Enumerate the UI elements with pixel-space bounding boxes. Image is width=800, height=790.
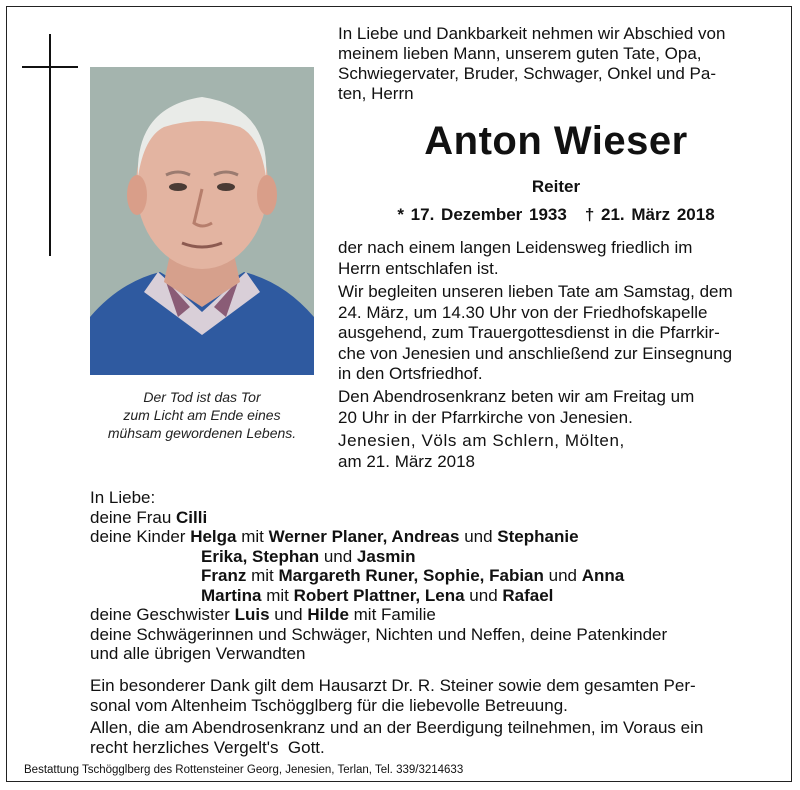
death-date: † 21. März 2018 — [584, 205, 715, 224]
text-line: der nach einem langen Leidensweg friedlich im — [338, 238, 693, 257]
family-names: Margareth Runer, Sophie, Fabian — [278, 566, 544, 585]
memorial-quote — [90, 388, 314, 442]
undertaker-line: Bestattung Tschögglberg des Rottensteiner Georg, Jenesien, Terlan, Tel. 339/3214633 — [24, 764, 464, 776]
connector: und — [543, 566, 582, 585]
children-row — [90, 566, 667, 586]
text-line: in den Ortsfriedhof. — [338, 364, 483, 383]
rosary-paragraph — [338, 387, 774, 428]
gratitude-paragraph — [90, 718, 772, 758]
connector: mit — [236, 527, 269, 546]
child-name: Helga — [190, 527, 237, 546]
mourners-label: In Liebe: — [90, 488, 156, 507]
connector: mit — [261, 585, 294, 605]
quote-line: mühsam gewordenen Lebens. — [107, 425, 297, 441]
children-row — [90, 547, 667, 567]
inlaws-row: deine Schwägerinnen und Schwäger, Nichten und Neffen, deine Patenkinder — [90, 624, 668, 644]
family-names: Robert Plattner, Lena — [293, 585, 465, 605]
wife-name: Cilli — [176, 507, 208, 527]
connector: mit Familie — [348, 605, 436, 624]
quote-line: Der Tod ist das Tor — [143, 389, 261, 405]
text-line: Wir begleiten unseren lieben Tate am Samstag, dem — [338, 282, 733, 301]
place-line: Jenesien, Völs am Schlern, Mölten, — [338, 431, 625, 450]
row-prefix: deine Kinder — [90, 527, 191, 546]
text-line: sonal vom Altenheim Tschögglberg für die liebevolle Betreuung. — [90, 696, 568, 715]
connector: und — [464, 585, 503, 605]
sibling-name: Hilde — [307, 605, 349, 624]
deceased-name: Anton Wieser — [424, 119, 688, 163]
wife-row — [90, 508, 667, 528]
thanks-paragraph — [90, 676, 772, 716]
portrait-photo — [90, 67, 314, 375]
relatives-row: und alle übrigen Verwandten — [90, 644, 306, 663]
text-line: Herrn entschlafen ist. — [338, 258, 499, 278]
text-line: recht herzliches Vergelt's Gott. — [90, 738, 325, 757]
family-names: Anna — [581, 566, 625, 585]
intro-text — [338, 24, 774, 104]
text-line: Allen, die am Abendrosenkranz und an der Beerdigung teilnehmen, im Voraus ein — [90, 718, 704, 737]
funeral-paragraph — [338, 282, 774, 385]
siblings-row — [90, 605, 667, 625]
row-prefix: deine Frau — [90, 507, 176, 527]
intro-line: In Liebe und Dankbarkeit nehmen wir Abschied von — [338, 24, 726, 43]
children-row — [90, 586, 667, 606]
sibling-name: Luis — [234, 605, 270, 624]
family-names: Stephanie — [497, 527, 579, 546]
date-line: am 21. März 2018 — [338, 451, 476, 471]
intro-line: meinem lieben Mann, unserem guten Tate, Opa, — [338, 44, 702, 63]
intro-line: ten, Herrn — [338, 84, 414, 103]
children-row — [90, 527, 667, 547]
deceased-nickname: Reiter — [531, 177, 581, 196]
family-names: Jasmin — [356, 546, 416, 566]
child-name: Martina — [201, 585, 262, 605]
connector: und — [319, 546, 357, 566]
family-names: Werner Planer, Andreas — [268, 527, 460, 546]
mourners-list — [90, 488, 667, 664]
text-line: ausgehend, zum Trauergottesdienst in die Pfarrkir- — [338, 323, 720, 342]
passing-paragraph — [338, 238, 774, 279]
child-name: Erika, Stephan — [201, 546, 320, 566]
text-line: 24. März, um 14.30 Uhr von der Friedhofskapelle — [338, 302, 708, 322]
quote-line: zum Licht am Ende eines — [123, 407, 281, 423]
text-line: 20 Uhr in der Pfarrkirche von Jenesien. — [338, 407, 633, 427]
connector: und — [459, 527, 498, 546]
family-names: Rafael — [502, 585, 554, 605]
child-name: Franz — [201, 566, 247, 585]
life-dates — [338, 205, 774, 225]
text-line: che von Jenesien und anschließend zur Einsegnung — [338, 343, 733, 363]
connector: mit — [246, 566, 279, 585]
intro-line: Schwiegervater, Bruder, Schwager, Onkel und Pa- — [338, 64, 716, 83]
row-prefix: deine Geschwister — [90, 605, 235, 624]
cross-icon-bar — [22, 66, 78, 68]
place-date — [338, 431, 774, 472]
connector: und — [269, 605, 308, 624]
text-line: Ein besonderer Dank gilt dem Hausarzt Dr. R. Steiner sowie dem gesamten Per- — [90, 676, 696, 695]
text-line: Den Abendrosenkranz beten wir am Freitag um — [338, 387, 695, 406]
birth-date: * 17. Dezember 1933 — [397, 205, 567, 224]
